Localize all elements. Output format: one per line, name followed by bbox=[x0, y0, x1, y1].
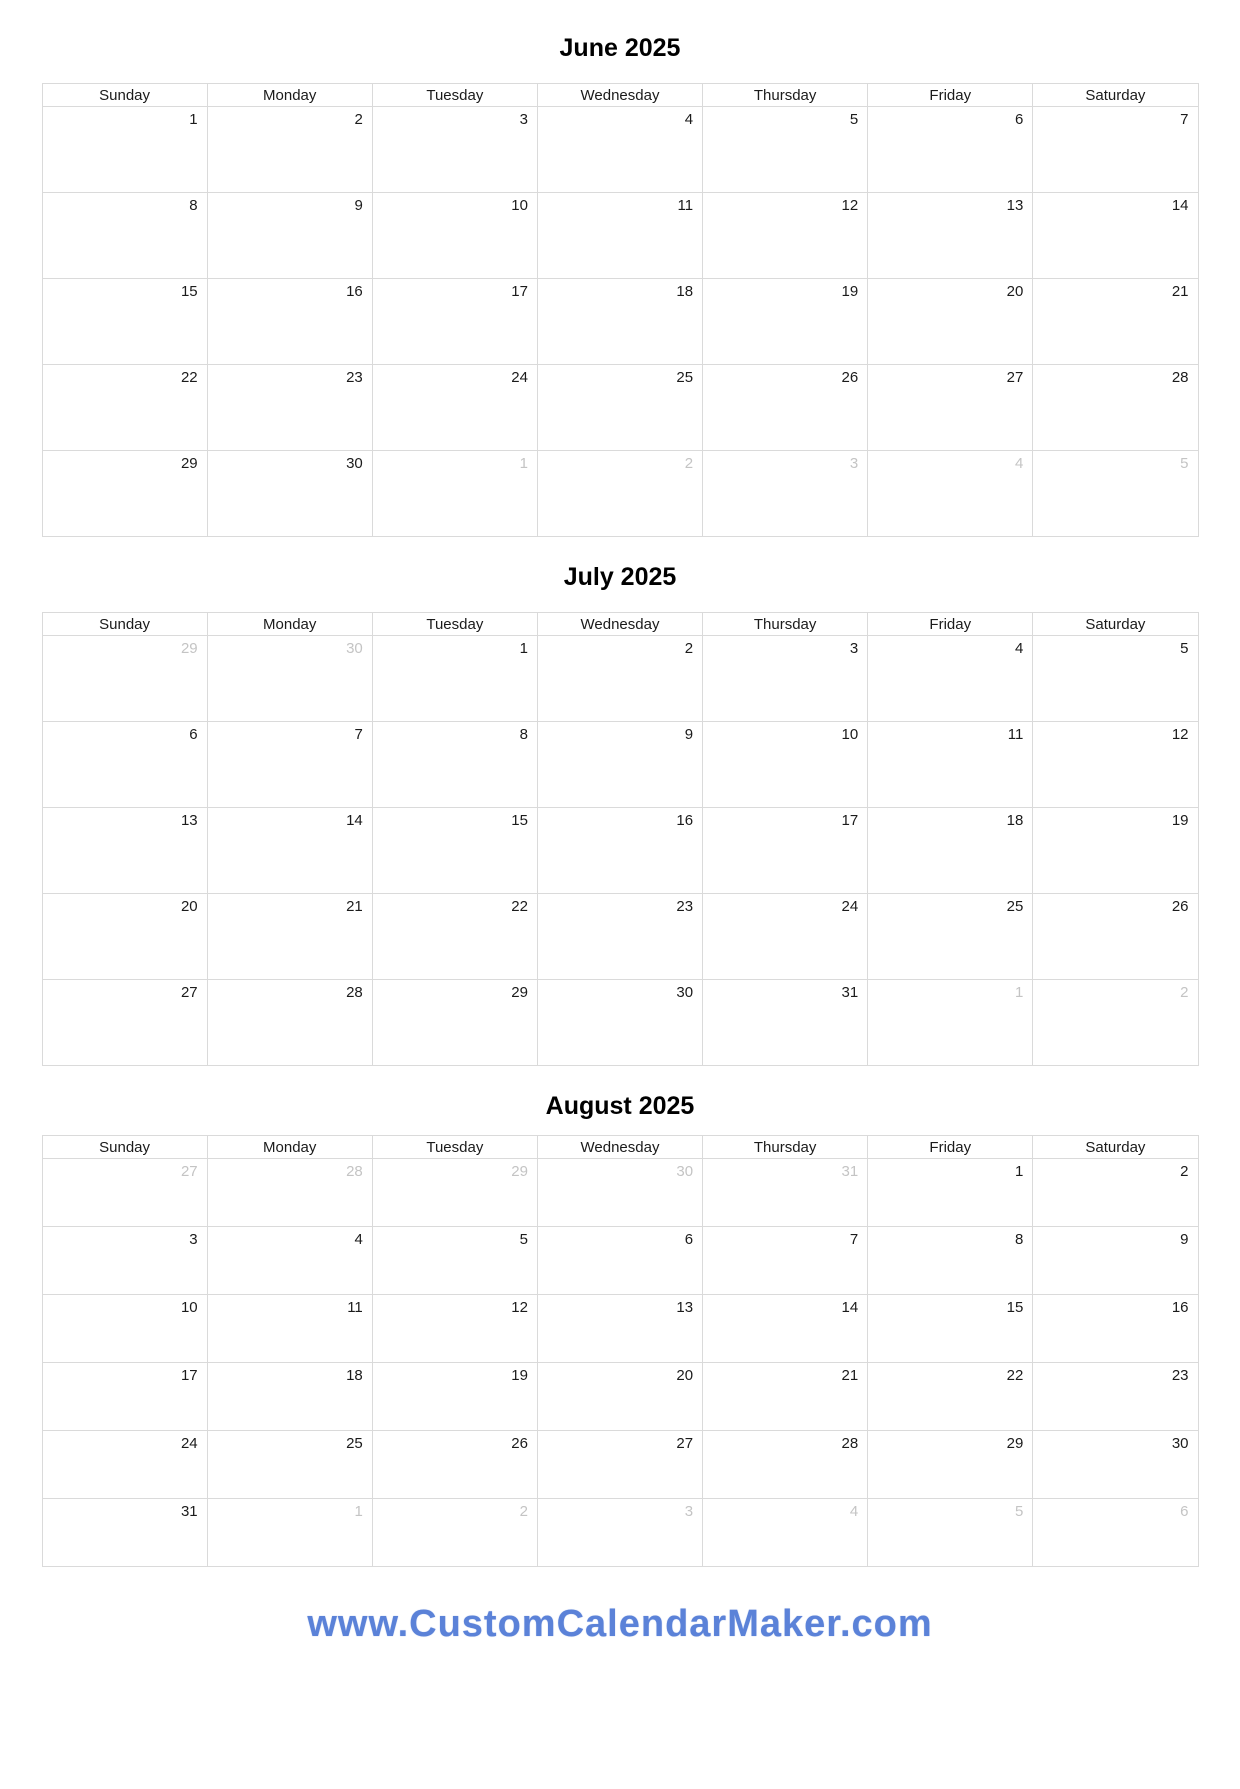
day-cell bbox=[868, 722, 1033, 808]
weekday-header-row bbox=[42, 84, 1198, 107]
day-number: 24 bbox=[180, 1435, 198, 1452]
day-cell bbox=[372, 722, 537, 808]
watermark bbox=[0, 1603, 1240, 1645]
day-cell bbox=[372, 980, 537, 1066]
adjacent-month-day-number: 27 bbox=[180, 1163, 198, 1180]
day-number: 4 bbox=[354, 1231, 363, 1248]
day-cell bbox=[537, 1499, 702, 1567]
weekday-header: Friday bbox=[868, 1136, 1033, 1159]
weekday-header: Sunday bbox=[42, 84, 207, 107]
day-number: 28 bbox=[841, 1435, 859, 1452]
day-cell bbox=[42, 1159, 207, 1227]
day-cell bbox=[703, 1227, 868, 1295]
day-number: 9 bbox=[354, 197, 363, 214]
week-row bbox=[42, 1295, 1198, 1363]
day-cell bbox=[207, 107, 372, 193]
day-number: 3 bbox=[849, 640, 859, 657]
day-cell bbox=[537, 1431, 702, 1499]
day-cell bbox=[1033, 722, 1198, 808]
day-number: 3 bbox=[519, 111, 528, 128]
day-number: 26 bbox=[511, 1435, 528, 1452]
day-number: 8 bbox=[1015, 1231, 1024, 1248]
day-cell bbox=[42, 1499, 207, 1567]
week-row bbox=[42, 1227, 1198, 1295]
day-cell bbox=[207, 451, 372, 537]
day-cell bbox=[868, 1363, 1033, 1431]
day-number: 26 bbox=[1171, 898, 1189, 915]
day-cell bbox=[868, 1295, 1033, 1363]
day-number: 20 bbox=[676, 1367, 694, 1384]
day-cell bbox=[372, 107, 537, 193]
day-cell bbox=[207, 980, 372, 1066]
adjacent-month-day-number: 2 bbox=[684, 455, 694, 472]
weekday-header: Wednesday bbox=[537, 1136, 702, 1159]
day-number: 27 bbox=[676, 1435, 694, 1452]
day-number: 2 bbox=[684, 640, 694, 657]
day-number: 9 bbox=[684, 726, 694, 743]
day-number: 19 bbox=[841, 283, 859, 300]
day-number: 7 bbox=[849, 1231, 859, 1248]
day-cell bbox=[1033, 451, 1198, 537]
day-cell bbox=[207, 1431, 372, 1499]
day-cell bbox=[703, 1499, 868, 1567]
day-cell bbox=[703, 107, 868, 193]
day-cell bbox=[372, 451, 537, 537]
day-cell bbox=[537, 980, 702, 1066]
weekday-header-row bbox=[42, 613, 1198, 636]
day-cell bbox=[868, 365, 1033, 451]
day-number: 15 bbox=[511, 812, 528, 829]
day-cell bbox=[703, 365, 868, 451]
day-cell bbox=[207, 279, 372, 365]
day-cell bbox=[42, 1227, 207, 1295]
day-number: 13 bbox=[676, 1299, 694, 1316]
week-row bbox=[42, 193, 1198, 279]
day-number: 7 bbox=[354, 726, 363, 743]
day-cell bbox=[372, 365, 537, 451]
day-number: 25 bbox=[1006, 898, 1024, 915]
weekday-header: Wednesday bbox=[537, 84, 702, 107]
day-cell bbox=[207, 365, 372, 451]
day-cell bbox=[1033, 1295, 1198, 1363]
adjacent-month-day-number: 29 bbox=[180, 640, 198, 657]
month-title: June 2025 bbox=[559, 34, 681, 62]
month-section-august-2025 bbox=[0, 1092, 1240, 1567]
day-cell bbox=[868, 636, 1033, 722]
day-number: 1 bbox=[519, 640, 528, 657]
day-number: 29 bbox=[1006, 1435, 1024, 1452]
adjacent-month-day-number: 30 bbox=[676, 1163, 694, 1180]
adjacent-month-day-number: 3 bbox=[684, 1503, 694, 1520]
day-cell bbox=[537, 193, 702, 279]
day-number: 1 bbox=[189, 111, 198, 128]
day-cell bbox=[703, 279, 868, 365]
day-number: 16 bbox=[676, 812, 694, 829]
day-number: 8 bbox=[519, 726, 528, 743]
day-cell bbox=[537, 1295, 702, 1363]
day-number: 30 bbox=[676, 984, 694, 1001]
day-cell bbox=[42, 107, 207, 193]
day-cell bbox=[42, 722, 207, 808]
day-number: 18 bbox=[676, 283, 694, 300]
weekday-header: Saturday bbox=[1033, 613, 1198, 636]
day-cell bbox=[703, 636, 868, 722]
day-number: 20 bbox=[180, 898, 198, 915]
weekday-header: Saturday bbox=[1033, 1136, 1198, 1159]
day-cell bbox=[372, 636, 537, 722]
day-number: 10 bbox=[841, 726, 859, 743]
day-cell bbox=[42, 894, 207, 980]
day-number: 2 bbox=[1180, 1163, 1189, 1180]
day-cell bbox=[703, 193, 868, 279]
day-cell bbox=[42, 193, 207, 279]
day-number: 17 bbox=[180, 1367, 198, 1384]
day-cell bbox=[1033, 279, 1198, 365]
day-cell bbox=[207, 193, 372, 279]
month-section-july-2025 bbox=[0, 563, 1240, 1066]
adjacent-month-day-number: 29 bbox=[511, 1163, 528, 1180]
day-cell bbox=[1033, 636, 1198, 722]
day-cell bbox=[703, 1159, 868, 1227]
calendar-table bbox=[42, 1135, 1199, 1567]
day-number: 2 bbox=[354, 111, 363, 128]
week-row bbox=[42, 107, 1198, 193]
weekday-header: Thursday bbox=[703, 84, 868, 107]
day-number: 27 bbox=[180, 984, 198, 1001]
day-cell bbox=[372, 1431, 537, 1499]
day-cell bbox=[868, 894, 1033, 980]
day-cell bbox=[1033, 1431, 1198, 1499]
day-number: 23 bbox=[676, 898, 694, 915]
months-container bbox=[0, 34, 1240, 1567]
day-cell bbox=[207, 1159, 372, 1227]
calendar-page bbox=[0, 34, 1240, 1645]
day-cell bbox=[207, 894, 372, 980]
day-number: 23 bbox=[1171, 1367, 1189, 1384]
day-cell bbox=[42, 636, 207, 722]
day-cell bbox=[703, 980, 868, 1066]
day-cell bbox=[42, 279, 207, 365]
day-number: 8 bbox=[189, 197, 198, 214]
weekday-header: Friday bbox=[868, 84, 1033, 107]
day-cell bbox=[537, 1227, 702, 1295]
day-number: 14 bbox=[1171, 197, 1189, 214]
weekday-header-row bbox=[42, 613, 1198, 636]
adjacent-month-day-number: 2 bbox=[519, 1503, 528, 1520]
weekday-header: Thursday bbox=[703, 613, 868, 636]
day-number: 21 bbox=[1171, 283, 1189, 300]
weekday-header: Sunday bbox=[42, 1136, 207, 1159]
day-cell bbox=[1033, 1499, 1198, 1567]
day-cell bbox=[537, 279, 702, 365]
week-row bbox=[42, 636, 1198, 722]
day-number: 29 bbox=[511, 984, 528, 1001]
day-number: 12 bbox=[1171, 726, 1189, 743]
month-title: July 2025 bbox=[563, 563, 677, 591]
day-number: 17 bbox=[841, 812, 859, 829]
day-cell bbox=[372, 1363, 537, 1431]
day-number: 13 bbox=[1006, 197, 1024, 214]
day-number: 11 bbox=[677, 197, 694, 214]
day-number: 5 bbox=[1180, 640, 1189, 657]
week-row bbox=[42, 894, 1198, 980]
day-cell bbox=[703, 1363, 868, 1431]
day-cell bbox=[1033, 980, 1198, 1066]
day-number: 28 bbox=[1171, 369, 1189, 386]
day-cell bbox=[372, 1295, 537, 1363]
day-number: 13 bbox=[180, 812, 198, 829]
day-cell bbox=[703, 1295, 868, 1363]
day-cell bbox=[868, 451, 1033, 537]
day-cell bbox=[372, 193, 537, 279]
adjacent-month-day-number: 1 bbox=[1015, 984, 1024, 1001]
day-number: 11 bbox=[347, 1299, 363, 1316]
adjacent-month-day-number: 1 bbox=[354, 1503, 363, 1520]
weekday-header: Friday bbox=[868, 613, 1033, 636]
weekday-header: Monday bbox=[207, 1136, 372, 1159]
day-number: 24 bbox=[841, 898, 859, 915]
day-cell bbox=[1033, 894, 1198, 980]
day-number: 15 bbox=[1006, 1299, 1024, 1316]
day-cell bbox=[537, 1159, 702, 1227]
day-number: 10 bbox=[180, 1299, 198, 1316]
day-cell bbox=[1033, 107, 1198, 193]
day-cell bbox=[372, 894, 537, 980]
weekday-header: Monday bbox=[207, 84, 372, 107]
day-cell bbox=[372, 279, 537, 365]
day-cell bbox=[372, 808, 537, 894]
weekday-header: Thursday bbox=[703, 1136, 868, 1159]
day-cell bbox=[703, 1431, 868, 1499]
week-row bbox=[42, 365, 1198, 451]
day-number: 17 bbox=[511, 283, 528, 300]
week-row bbox=[42, 980, 1198, 1066]
day-number: 31 bbox=[841, 984, 859, 1001]
day-cell bbox=[1033, 1159, 1198, 1227]
weekday-header: Tuesday bbox=[372, 613, 537, 636]
day-number: 9 bbox=[1180, 1231, 1189, 1248]
adjacent-month-day-number: 6 bbox=[1180, 1503, 1189, 1520]
month-grid bbox=[42, 636, 1198, 1066]
day-cell bbox=[42, 1295, 207, 1363]
day-cell bbox=[537, 451, 702, 537]
calendar-table bbox=[42, 83, 1199, 537]
day-number: 6 bbox=[1015, 111, 1024, 128]
day-number: 18 bbox=[346, 1367, 363, 1384]
day-cell bbox=[207, 1227, 372, 1295]
day-number: 14 bbox=[346, 812, 363, 829]
day-number: 10 bbox=[511, 197, 528, 214]
day-cell bbox=[207, 1363, 372, 1431]
day-cell bbox=[868, 1159, 1033, 1227]
weekday-header-row bbox=[42, 84, 1198, 107]
calendar-table bbox=[42, 612, 1199, 1066]
week-row bbox=[42, 808, 1198, 894]
day-cell bbox=[207, 1499, 372, 1567]
month-section-june-2025 bbox=[0, 34, 1240, 537]
day-cell bbox=[42, 980, 207, 1066]
weekday-header: Tuesday bbox=[372, 84, 537, 107]
day-cell bbox=[42, 808, 207, 894]
weekday-header: Monday bbox=[207, 613, 372, 636]
day-number: 16 bbox=[1171, 1299, 1189, 1316]
week-row bbox=[42, 451, 1198, 537]
day-cell bbox=[703, 808, 868, 894]
day-number: 4 bbox=[684, 111, 694, 128]
day-number: 22 bbox=[1006, 1367, 1024, 1384]
day-cell bbox=[537, 636, 702, 722]
weekday-header: Sunday bbox=[42, 613, 207, 636]
weekday-header: Wednesday bbox=[537, 613, 702, 636]
day-cell bbox=[868, 1227, 1033, 1295]
day-number: 25 bbox=[676, 369, 694, 386]
day-cell bbox=[703, 722, 868, 808]
day-cell bbox=[42, 365, 207, 451]
day-cell bbox=[537, 365, 702, 451]
day-cell bbox=[1033, 1227, 1198, 1295]
week-row bbox=[42, 279, 1198, 365]
day-number: 6 bbox=[684, 1231, 694, 1248]
day-number: 28 bbox=[346, 984, 363, 1001]
day-number: 19 bbox=[1171, 812, 1189, 829]
weekday-header: Tuesday bbox=[372, 1136, 537, 1159]
day-number: 21 bbox=[841, 1367, 859, 1384]
day-cell bbox=[1033, 808, 1198, 894]
day-number: 30 bbox=[346, 455, 363, 472]
day-cell bbox=[1033, 365, 1198, 451]
day-number: 30 bbox=[1171, 1435, 1189, 1452]
day-number: 29 bbox=[180, 455, 198, 472]
day-number: 11 bbox=[1007, 726, 1024, 743]
day-cell bbox=[207, 808, 372, 894]
day-cell bbox=[42, 451, 207, 537]
day-number: 5 bbox=[519, 1231, 528, 1248]
week-row bbox=[42, 1363, 1198, 1431]
weekday-header-row bbox=[42, 1136, 1198, 1159]
day-cell bbox=[207, 722, 372, 808]
week-row bbox=[42, 1499, 1198, 1567]
day-cell bbox=[868, 193, 1033, 279]
day-cell bbox=[537, 894, 702, 980]
month-title: August 2025 bbox=[545, 1092, 695, 1120]
adjacent-month-day-number: 5 bbox=[1180, 455, 1189, 472]
adjacent-month-day-number: 4 bbox=[1015, 455, 1024, 472]
adjacent-month-day-number: 2 bbox=[1180, 984, 1189, 1001]
day-number: 23 bbox=[346, 369, 363, 386]
day-cell bbox=[207, 636, 372, 722]
day-number: 20 bbox=[1006, 283, 1024, 300]
month-grid bbox=[42, 107, 1198, 537]
day-number: 1 bbox=[1015, 1163, 1024, 1180]
day-number: 6 bbox=[189, 726, 198, 743]
adjacent-month-day-number: 28 bbox=[346, 1163, 363, 1180]
day-number: 14 bbox=[841, 1299, 859, 1316]
adjacent-month-day-number: 1 bbox=[519, 455, 528, 472]
day-cell bbox=[207, 1295, 372, 1363]
adjacent-month-day-number: 30 bbox=[346, 640, 363, 657]
day-number: 19 bbox=[511, 1367, 528, 1384]
day-number: 7 bbox=[1180, 111, 1189, 128]
day-cell bbox=[1033, 1363, 1198, 1431]
day-number: 25 bbox=[346, 1435, 363, 1452]
day-cell bbox=[372, 1227, 537, 1295]
watermark-link[interactable]: www.CustomCalendarMaker.com bbox=[307, 1603, 933, 1645]
day-cell bbox=[42, 1363, 207, 1431]
day-cell bbox=[703, 451, 868, 537]
day-cell bbox=[537, 808, 702, 894]
day-number: 12 bbox=[841, 197, 859, 214]
week-row bbox=[42, 1159, 1198, 1227]
adjacent-month-day-number: 4 bbox=[849, 1503, 859, 1520]
day-number: 18 bbox=[1006, 812, 1024, 829]
adjacent-month-day-number: 31 bbox=[841, 1163, 859, 1180]
day-number: 31 bbox=[180, 1503, 198, 1520]
month-grid bbox=[42, 1159, 1198, 1567]
day-number: 5 bbox=[849, 111, 859, 128]
day-number: 12 bbox=[511, 1299, 528, 1316]
day-number: 24 bbox=[511, 369, 528, 386]
day-cell bbox=[868, 1431, 1033, 1499]
day-number: 21 bbox=[346, 898, 363, 915]
day-cell bbox=[537, 722, 702, 808]
day-cell bbox=[372, 1499, 537, 1567]
day-number: 22 bbox=[511, 898, 528, 915]
day-cell bbox=[868, 107, 1033, 193]
day-number: 4 bbox=[1015, 640, 1024, 657]
adjacent-month-day-number: 3 bbox=[849, 455, 859, 472]
day-cell bbox=[703, 894, 868, 980]
weekday-header: Saturday bbox=[1033, 84, 1198, 107]
day-number: 26 bbox=[841, 369, 859, 386]
day-number: 15 bbox=[180, 283, 198, 300]
day-cell bbox=[372, 1159, 537, 1227]
week-row bbox=[42, 1431, 1198, 1499]
day-cell bbox=[537, 1363, 702, 1431]
adjacent-month-day-number: 5 bbox=[1015, 1503, 1024, 1520]
day-number: 22 bbox=[180, 369, 198, 386]
day-cell bbox=[868, 808, 1033, 894]
day-cell bbox=[868, 279, 1033, 365]
day-cell bbox=[1033, 193, 1198, 279]
day-cell bbox=[868, 980, 1033, 1066]
day-cell bbox=[42, 1431, 207, 1499]
day-cell bbox=[868, 1499, 1033, 1567]
day-cell bbox=[537, 107, 702, 193]
day-number: 27 bbox=[1006, 369, 1024, 386]
day-number: 16 bbox=[346, 283, 363, 300]
day-number: 3 bbox=[189, 1231, 198, 1248]
week-row bbox=[42, 722, 1198, 808]
weekday-header-row bbox=[42, 1136, 1198, 1159]
